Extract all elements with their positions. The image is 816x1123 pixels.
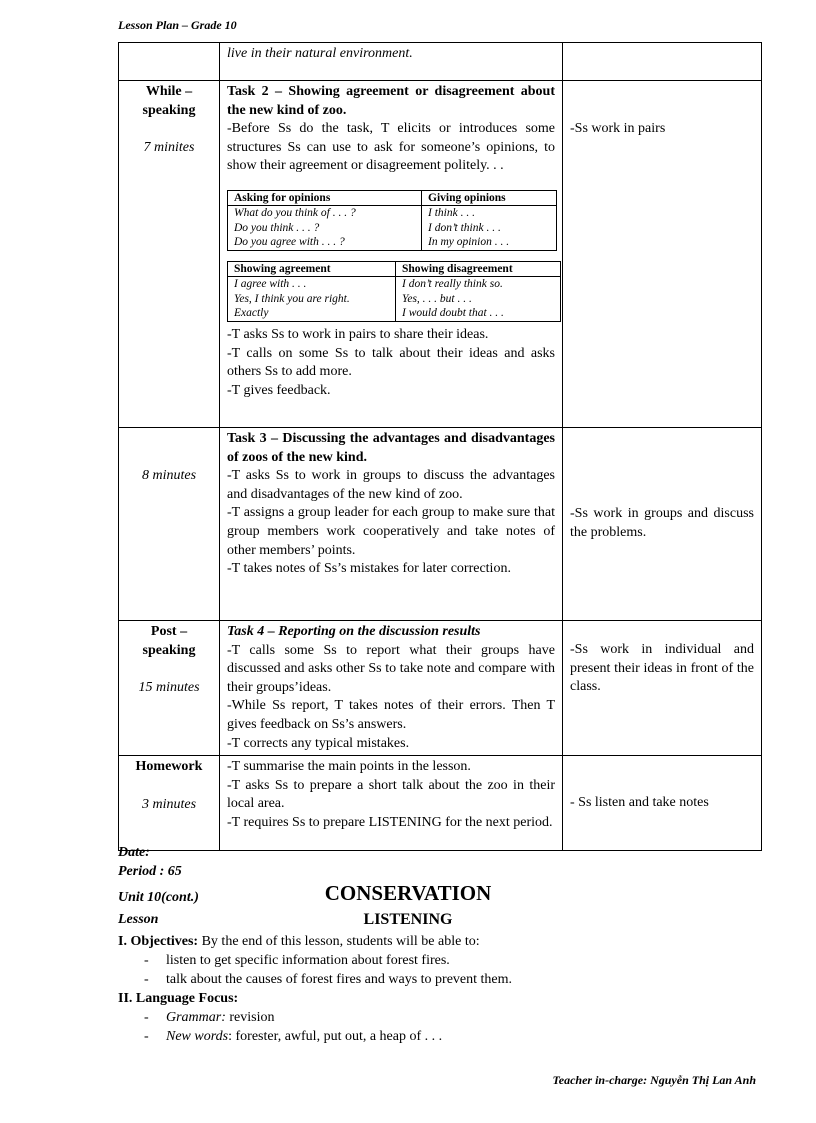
lesson-label: Lesson (118, 912, 159, 927)
list-item: - talk about the causes of forest fires and ways to prevent them. (118, 970, 761, 989)
table-header: Showing disagreement (396, 261, 561, 277)
phrase: I don’t really think so. (402, 278, 503, 291)
step: -T requires Ss to prepare LISTENING for the next period. (227, 814, 553, 830)
step: -T gives feedback. (227, 382, 331, 398)
student-activity: -Ss work in groups and discuss the problems. (570, 506, 754, 540)
stage-label: Post – (150, 624, 188, 639)
continued-text: live in their natural environment. (227, 46, 413, 61)
new-words-value: : forester, awful, put out, a heap of . . . (228, 1029, 443, 1044)
task-title: Task 2 – Showing agreement or disagreement about the new kind of zoo. (227, 84, 555, 118)
phrase: I think . . . (428, 207, 475, 220)
grammar-label: Grammar: (166, 1010, 226, 1025)
objectives-section (118, 932, 761, 1046)
table-header: Giving opinions (422, 190, 557, 206)
step: -T asks Ss to work in pairs to share their ideas. (227, 326, 489, 342)
step: -T takes notes of Ss’s mistakes for later correction. (227, 561, 511, 577)
duration: 7 minites (143, 140, 195, 156)
phrase: In my opinion . . . (428, 236, 510, 249)
stage-label: speaking (142, 642, 196, 658)
agreement-table (227, 261, 561, 322)
lesson-table (118, 42, 762, 851)
step: -T summarise the main points in the lesson. (227, 759, 471, 775)
task-title: Task 3 – Discussing the advantages and disadvantages of zoos of the new kind. (227, 431, 555, 465)
student-activity: -Ss work in pairs (570, 121, 666, 136)
period-label: Period : 65 (118, 864, 182, 879)
phrase: Do you agree with . . . ? (234, 236, 345, 249)
stage-label: speaking (142, 102, 196, 118)
phrase: I don’t think . . . (428, 221, 501, 234)
objectives-label: I. Objectives: (118, 934, 199, 949)
grammar-value: revision (225, 1010, 275, 1025)
duration: 8 minutes (141, 468, 197, 483)
table-header: Showing agreement (228, 261, 396, 277)
phrase: Yes, I think you are right. (234, 292, 350, 305)
step: -T calls on some Ss to talk about their ideas and asks others Ss to add more. (227, 345, 555, 380)
task-intro: -Before Ss do the task, T elicits or introduces some structures Ss can use to ask for someone’s opinions, to show their agreement or disagreement politely. . . (227, 121, 555, 174)
task-title: Task 4 – Reporting on the discussion results (227, 624, 481, 639)
step: -T assigns a group leader for each group to make sure that group members work cooperatively and take notes of other members’ points. (227, 505, 555, 558)
list-item (118, 1027, 761, 1046)
phrase: What do you think of . . . ? (234, 207, 356, 220)
duration: 15 minutes (138, 680, 200, 696)
table-header: Asking for opinions (228, 190, 422, 206)
step: -T calls some Ss to report what their groups have discussed and asks other Ss to take note and compare with their groups’ideas. (227, 642, 555, 695)
step: -T asks Ss to work in groups to discuss the advantages and disadvantages of the new kind of zoo. (227, 468, 555, 502)
opinions-table (227, 190, 557, 251)
table-row (119, 43, 762, 81)
stage-label: While – (145, 84, 193, 99)
phrase: I agree with . . . (234, 278, 307, 291)
phrase: Do you think . . . ? (234, 221, 320, 234)
step: -T asks Ss to prepare a short talk about the zoo in their local area. (227, 777, 555, 812)
language-focus-label: II. Language Focus: (118, 991, 239, 1006)
step: -While Ss report, T takes notes of their errors. Then T gives feedback on Ss’s answers. (227, 698, 555, 732)
page-subtitle: LISTENING (363, 911, 453, 928)
student-activity: - Ss listen and take notes (570, 794, 709, 810)
stage-label: Homework (135, 759, 203, 775)
list-item (118, 1008, 761, 1027)
page-title: CONSERVATION (324, 881, 492, 905)
phrase: I would doubt that . . . (402, 307, 504, 320)
table-row (119, 621, 762, 756)
table-row (119, 428, 762, 621)
objectives-text: By the end of this lesson, students will be able to: (201, 934, 480, 949)
list-item: - listen to get specific information about forest fires. (118, 951, 761, 970)
new-words-label: New words (166, 1029, 229, 1044)
date-label: Date: (118, 845, 150, 860)
step: -T corrects any typical mistakes. (227, 735, 410, 751)
student-activity: -Ss work in individual and present their ideas in front of the class. (570, 642, 754, 695)
page-header: Lesson Plan – Grade 10 (118, 18, 237, 32)
unit-label: Unit 10(cont.) (118, 890, 199, 905)
teacher-footer: Teacher in-charge: Nguyễn Thị Lan Anh (552, 1073, 756, 1087)
phrase: Yes, . . . but . . . (402, 292, 472, 305)
phrase: Exactly (234, 307, 269, 320)
table-row (119, 756, 762, 851)
table-row (119, 81, 762, 428)
duration: 3 minutes (141, 796, 197, 812)
